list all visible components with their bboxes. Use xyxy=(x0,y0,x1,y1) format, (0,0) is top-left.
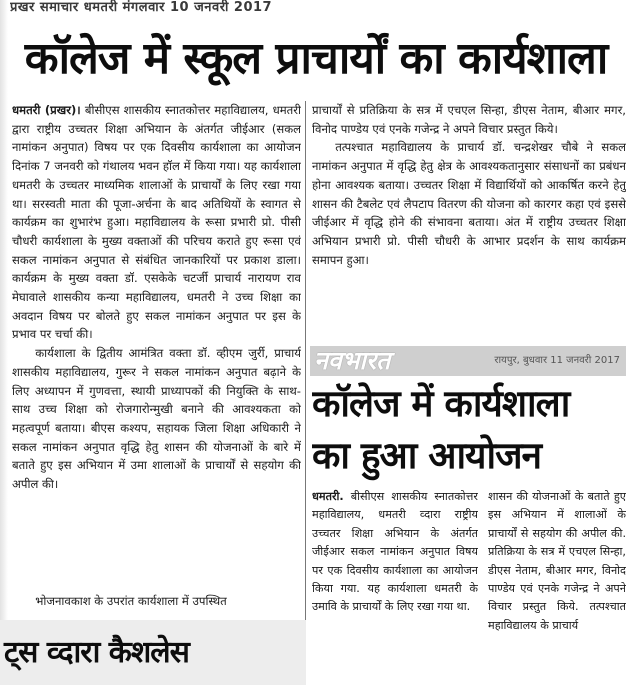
newspaper-logo: नवभारत xyxy=(314,346,391,375)
paragraph-text: तत्पश्चात महाविद्यालय के प्राचार्य डॉ. चन्द्रशेखर चौबे ने सकल नामांकन अनुपात में वृद्धि हेतु क्षेत्र के आवश्यकतानुसार संसाधनों का प्रबंधन होना आवश्यक बताया। उच्चतर शिक्षा में विद्यार्थियों को आकर्षित करने हेतु शासन की टैबलेट एवं लैपटाप वितरण की योजना को कारगर कहा एवं इससे जीईआर में वृद्धि होने की संभावना बताया। अंत में राष्ट्रीय उच्चतर शिक्षा अभियान प्रभारी प्रो. पीसी चौधरी के आभार प्रदर्शन के साथ कार्यक्रम समापन हुआ। xyxy=(312,140,626,267)
headline-line: कॉलेज में कार्यशाला xyxy=(312,382,570,425)
edition-dateline: रायपुर, बुधवार 11 जनवरी 2017 xyxy=(494,355,620,366)
article-column-1 xyxy=(12,101,301,585)
paper-edge xyxy=(0,0,8,685)
paragraph-text: शासन की योजनाओं के बताते हुए इस अभियान में शालाओं के प्राचार्यों से सहयोग की अपील की. प्रतिक्रिया के सत्र में एचएल सिन्हा, डीएस नेताम, बीआर मगर, विनोद पाण्डेय एवं एनके गजेन्द्र ने अपने विचार प्रस्तुत किये. तत्पश्चात महाविद्यालय के प्राचार्य xyxy=(488,490,626,632)
dateline: धमतरी (प्रखर)। xyxy=(12,103,81,117)
paragraph-text: प्राचार्यों से प्रतिक्रिया के सत्र में एचएल सिन्हा, डीएस नेताम, बीआर मगर, विनोद पाण्डेय एवं एनके गजेन्द्र ने अपने विचार प्रस्तुत किये। xyxy=(312,103,626,136)
article-column-2 xyxy=(312,101,626,341)
article-paragraph xyxy=(12,101,301,344)
paragraph-text: कार्यशाला के द्वितीय आमंत्रित वक्ता डॉ. व्हीएम जुर्री, प्राचार्य शासकीय महाविद्यालय, गुरूर ने सकल नामांकन अनुपात बढ़ाने के लिए अध्यापन में गुणवत्ता, स्थायी प्राध्यापकों की नियुक्ति के साथ-साथ उच्च शिक्षा को रोजगारोन्मुखी बनाने की आवश्यकता को महत्वपूर्ण बताया। बीएस कश्यप, सहायक जिला शिक्षा अधिकारी ने सकल नामांकन अनुपात वृद्धि हेतु शासन की योजनाओं के बारे में बताते हुए इस अभियान में उमा शालाओं के प्राचार्यों से सहयोग की अपील की। xyxy=(12,346,301,492)
article-paragraph xyxy=(312,488,478,617)
column-divider xyxy=(305,101,306,621)
article-column-3 xyxy=(312,488,478,683)
article-column-4 xyxy=(488,488,626,683)
paragraph-text: बीसीएस शासकीय स्नातकोत्तर महाविद्यालय, धमतरी द्वारा राष्ट्रीय उच्चतर शिक्षा अभियान के अंतर्गत जीईआर (सकल नामांकन अनुपात) विषय पर एक दिवसीय कार्यशाला का आयोजन दिनांक 7 जनवरी को गंथालय भवन हॉल में किया गया। यह कार्यशाला धमतरी के उच्चतर माध्यमिक शालाओं के प्राचार्यों के लिए रखा गया था। सरस्वती माता की पूजा-अर्चना के बाद अतिथियों के स्वागत से कार्यक्रम का शुभारंभ हुआ। महाविद्यालय के रूसा प्रभारी प्रो. पीसी चौधरी कार्यशाला के मुख्य वक्ताओं की परिचय कराते हुए रूसा एवं सकल नामांकन अनुपात से संबंधित जानकारियों पर प्रकाश डाला। कार्यक्रम के मुख्य वक्ता डॉ. एसकेके चटर्जी प्राचार्य नारायण राव मेघावाले शासकीय कन्या महाविद्यालय, धमतरी ने उच्च शिक्षा का अवदान विषय पर बोलते हुए सकल नामांकन अनुपात पर इस के प्रभाव पर चर्चा की। xyxy=(12,103,301,342)
main-headline: कॉलेज में स्कूल प्राचार्यों का कार्यशाला xyxy=(24,33,608,84)
second-headline xyxy=(312,378,626,484)
dateline: धमतरी. xyxy=(312,490,344,503)
masthead: प्रखर समाचार धमतरी मंगलवार 10 जनवरी 2017 xyxy=(10,0,273,15)
article-column-1-tail xyxy=(12,592,301,616)
bottom-headline: ट्स व्दारा कैशलेस xyxy=(4,635,189,670)
article-paragraph xyxy=(12,344,301,494)
bottom-clipping xyxy=(0,620,306,685)
paragraph-text: भोजनावकाश के उपरांत कार्यशाला में उपस्थित xyxy=(35,594,227,608)
headline-line: का हुआ आयोजन xyxy=(312,434,542,477)
paragraph-text: बीसीएस शासकीय स्नातकोत्तर महाविद्यालय, धमतरी व्दारा राष्ट्रीय उच्चतर शिक्षा अभियान के अंतर्गत जीईआर सकल नामांकन अनुपात विषय पर एक दिवसीय कार्यशाला का आयोजन किया गया. यह कार्यशाला धमतरी के उमावि के प्राचार्यों के लिए रखा गया था. xyxy=(312,490,478,614)
newspaper-brand-bar xyxy=(310,346,626,376)
